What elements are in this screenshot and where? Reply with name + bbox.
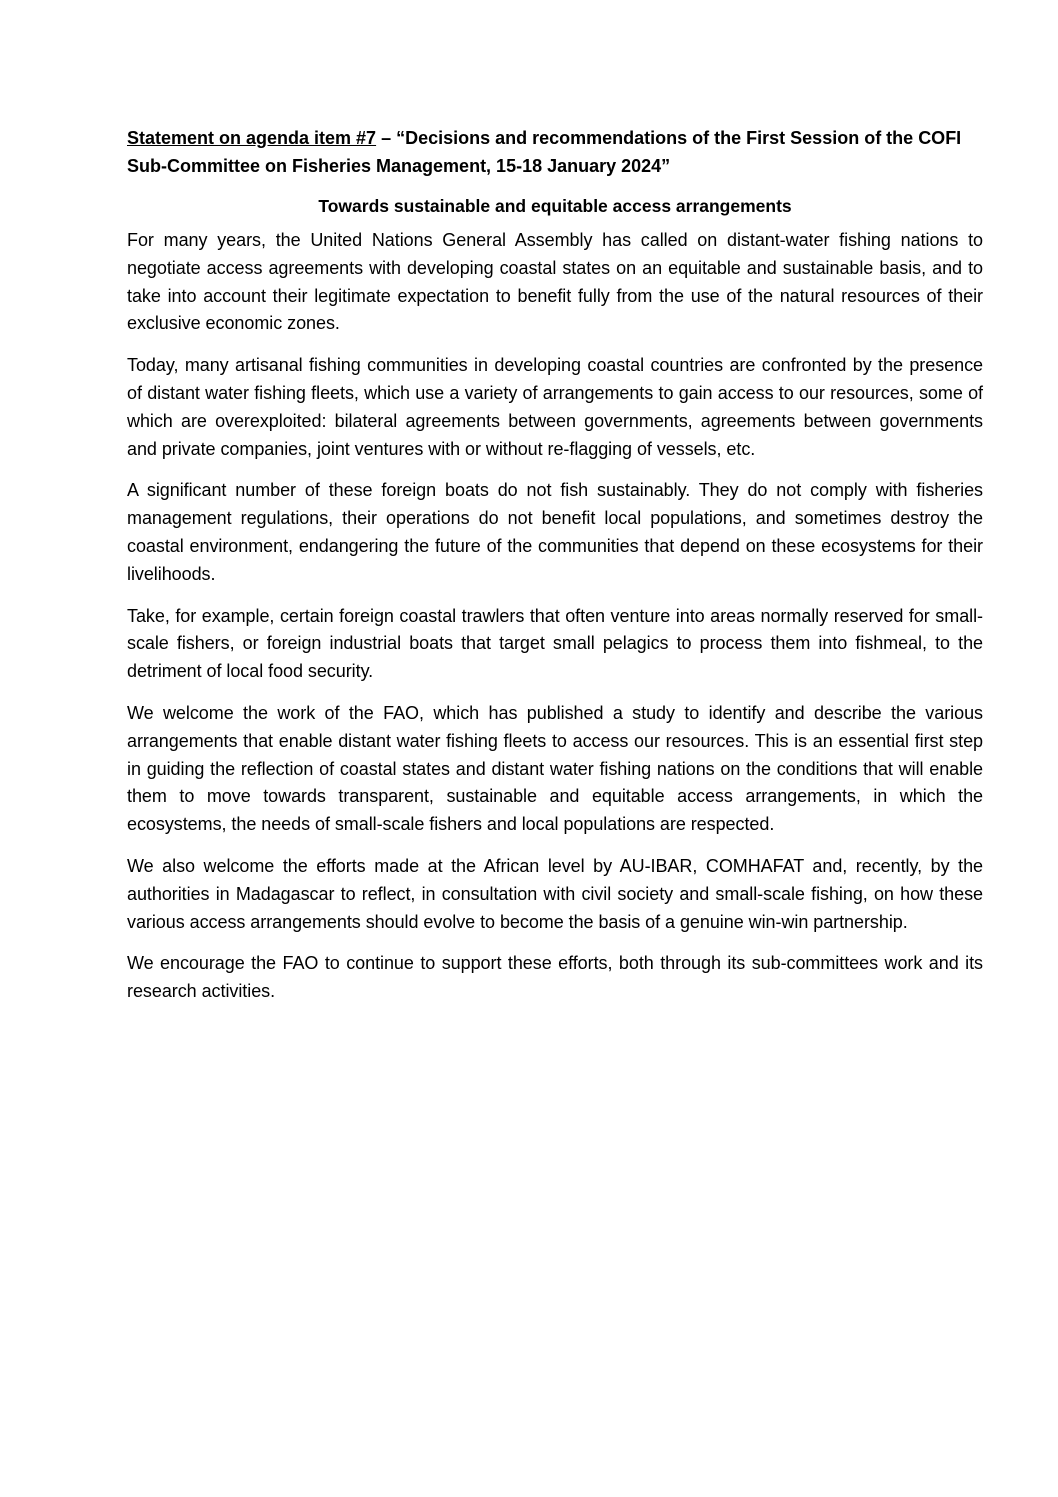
paragraph: For many years, the United Nations General Assembly has called on distant-water fishing nations to negotiate access agreements with developing coastal states on an equitable and sustainable basis, and to take into account their legitimate expectation to benefit fully from the use of the natural resources of their exclusive economic zones. (127, 230, 983, 334)
agenda-item-title: – “Decisions and recommendations of the First Session of the COFI Sub-Committee on Fisheries Management, 15-18 January 2024” (127, 128, 962, 176)
paragraph: We welcome the work of the FAO, which has published a study to identify and describe the various arrangements that enable distant water fishing fleets to access our resources. This is an essential first step in guiding the reflection of coastal states and distant water fishing nations on the conditions that will enable them to move towards transparent, sustainable and equitable access arrangements, in which the ecosystems, the needs of small-scale fishers and local populations are respected. (127, 702, 983, 835)
document-body (127, 124, 983, 1020)
agenda-item-label: Statement on agenda item #7 (127, 128, 377, 148)
paragraph: A significant number of these foreign boats do not fish sustainably. They do not comply with fisheries management regulations, their operations do not benefit local populations, and sometimes destroy the coastal environment, endangering the future of the communities that depend on these ecosystems for their livelihoods. (127, 480, 983, 584)
statement-heading (127, 124, 983, 180)
paragraph: We encourage the FAO to continue to support these efforts, both through its sub-committees work and its research activities. (127, 953, 983, 1002)
paragraph: We also welcome the efforts made at the African level by AU-IBAR, COMHAFAT and, recently, by the authorities in Madagascar to reflect, in consultation with civil society and small-scale fishing, on how these various access arrangements should evolve to become the basis of a genuine win-win partnership. (127, 855, 983, 932)
paragraph: Today, many artisanal fishing communities in developing coastal countries are confronted by the presence of distant water fishing fleets, which use a variety of arrangements to gain access to our resources, some of which are overexploited: bilateral agreements between governments, agreements between governments and private companies, joint ventures with or without re-flagging of vessels, etc. (127, 355, 983, 459)
statement-subtitle: Towards sustainable and equitable access arrangements (318, 196, 792, 216)
paragraph: Take, for example, certain foreign coastal trawlers that often venture into areas normally reserved for small-scale fishers, or foreign industrial boats that target small pelagics to process them into fishmeal, to the detriment of local food security. (127, 605, 983, 682)
